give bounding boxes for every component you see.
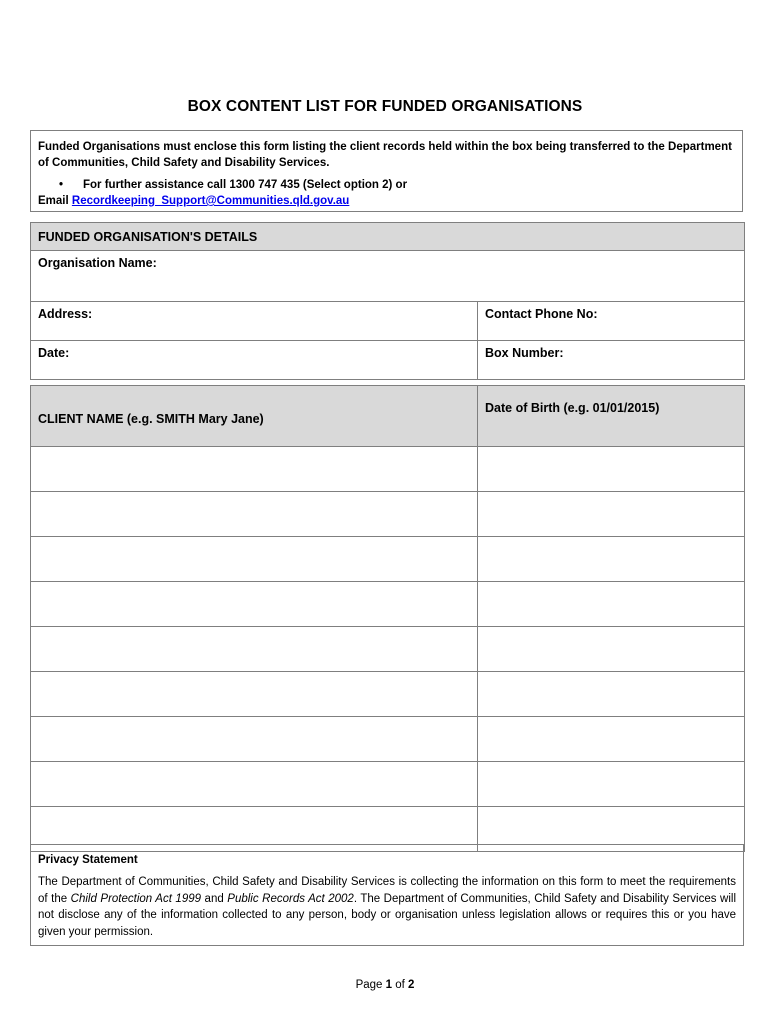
client-name-cell[interactable] xyxy=(31,672,478,717)
client-name-cell[interactable] xyxy=(31,447,478,492)
table-row xyxy=(31,717,745,762)
table-row xyxy=(31,447,745,492)
date-of-birth-header: Date of Birth (e.g. 01/01/2015) xyxy=(478,386,745,447)
date-of-birth-cell[interactable] xyxy=(478,447,745,492)
table-row xyxy=(31,762,745,807)
table-row xyxy=(31,582,745,627)
of-word: of xyxy=(395,979,405,991)
client-name-cell[interactable] xyxy=(31,717,478,762)
client-name-cell[interactable] xyxy=(31,492,478,537)
public-records-act: Public Records Act 2002 xyxy=(227,892,354,905)
details-header: FUNDED ORGANISATION'S DETAILS xyxy=(31,223,745,251)
assistance-text: For further assistance call 1300 747 435 (Select option 2) or xyxy=(83,179,408,191)
contact-phone-field[interactable]: Contact Phone No: xyxy=(478,302,745,341)
page-footer xyxy=(0,979,770,991)
date-field[interactable]: Date: xyxy=(31,341,478,380)
email-line xyxy=(38,195,349,207)
address-field[interactable]: Address: xyxy=(31,302,478,341)
bullet-icon: • xyxy=(59,179,64,191)
date-of-birth-cell[interactable] xyxy=(478,762,745,807)
date-of-birth-cell[interactable] xyxy=(478,582,745,627)
email-label: Email xyxy=(38,195,69,207)
table-row xyxy=(31,672,745,717)
child-protection-act: Child Protection Act 1999 xyxy=(70,892,202,905)
intro-text: Funded Organisations must enclose this form listing the client records held within the box being transferred to the Department of Communities, Child Safety and Disability Services. xyxy=(38,141,732,169)
email-link[interactable]: Recordkeeping_Support@Communities.qld.gov.au xyxy=(71,195,350,207)
client-name-header: CLIENT NAME (e.g. SMITH Mary Jane) xyxy=(31,386,478,447)
total-pages-number: 2 xyxy=(408,979,415,991)
box-number-field[interactable]: Box Number: xyxy=(478,341,745,380)
privacy-text-part1: The Department of Communities, Child Safety and Disability Services is collecting the information on this form to meet the requirements of the xyxy=(38,876,736,905)
organisation-name-field[interactable]: Organisation Name: xyxy=(31,251,745,302)
date-of-birth-cell[interactable] xyxy=(478,492,745,537)
organisation-details-table xyxy=(30,222,745,380)
privacy-title: Privacy Statement xyxy=(38,854,138,866)
table-row xyxy=(31,492,745,537)
table-row xyxy=(31,627,745,672)
assistance-line xyxy=(59,179,407,191)
current-page-number: 1 xyxy=(385,979,393,991)
page-word: Page xyxy=(355,979,383,991)
privacy-body xyxy=(38,874,736,940)
date-of-birth-cell[interactable] xyxy=(478,672,745,717)
client-name-cell[interactable] xyxy=(31,537,478,582)
client-name-cell[interactable] xyxy=(31,762,478,807)
date-of-birth-cell[interactable] xyxy=(478,537,745,582)
privacy-statement-box xyxy=(30,844,744,946)
date-of-birth-cell[interactable] xyxy=(478,627,745,672)
date-of-birth-cell[interactable] xyxy=(478,717,745,762)
page-title: BOX CONTENT LIST FOR FUNDED ORGANISATIONS xyxy=(187,98,583,115)
client-list-table xyxy=(30,385,745,852)
client-name-cell[interactable] xyxy=(31,627,478,672)
table-row xyxy=(31,537,745,582)
client-name-cell[interactable] xyxy=(31,582,478,627)
privacy-and: and xyxy=(201,892,228,905)
intro-box xyxy=(30,130,743,212)
privacy-text-part2: . The Department of Communities, Child Safety and Disability Services will not disclose any of the information collected to any person, body or organisation unless legislation allows or requires this or you have given your permission. xyxy=(38,892,737,938)
